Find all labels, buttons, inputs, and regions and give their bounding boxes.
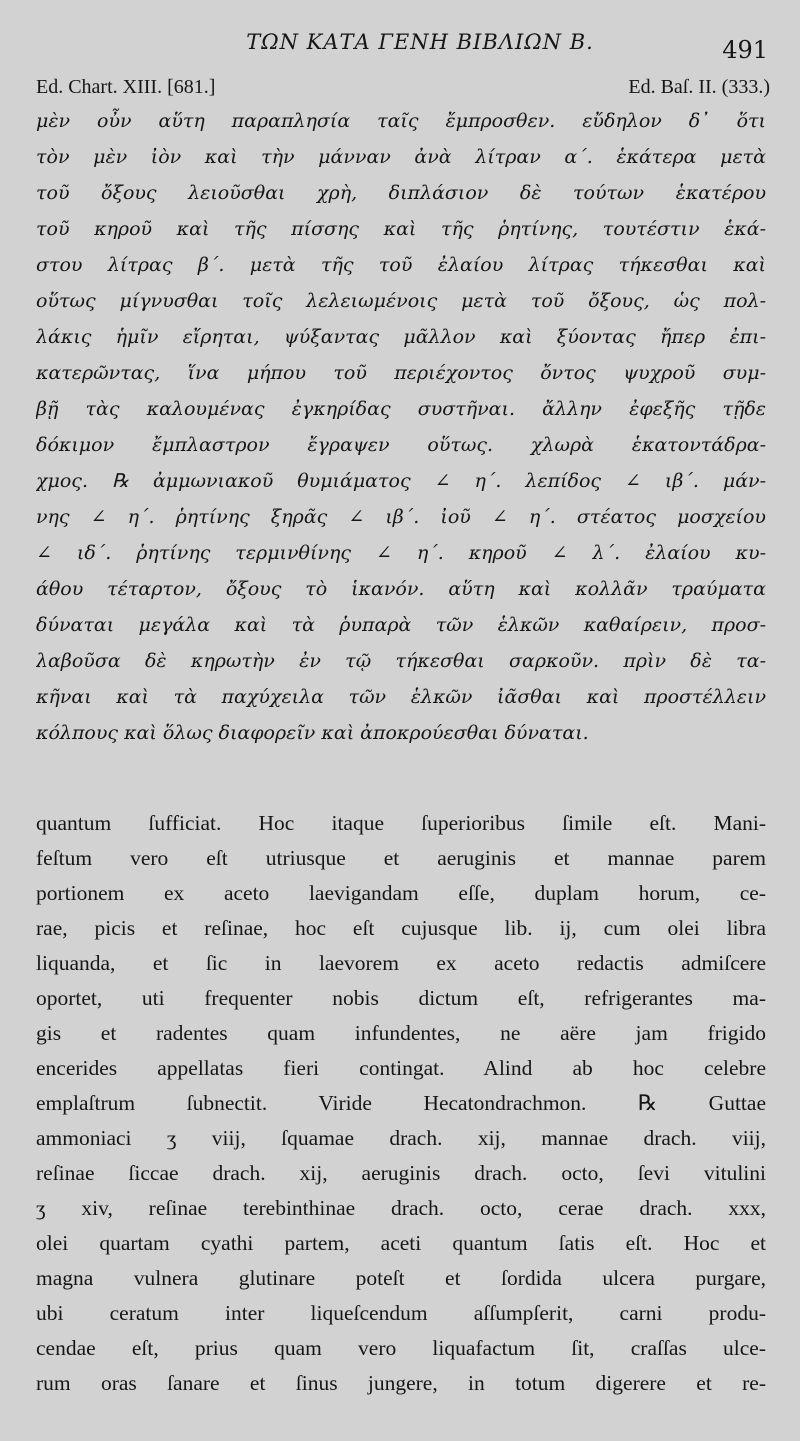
greek-line: δύναται μεγάλα καὶ τὰ ῥυπαρὰ τῶν ἑλκῶν καθαίρειν, προσ- <box>36 614 766 636</box>
greek-line: ∠ ιδ΄. ῥητίνης τερμινθίνης ∠ η΄. κηροῦ ∠ λ΄. ἐλαίου κυ- <box>36 542 766 564</box>
greek-line: μὲν οὖν αὕτη παραπλησία ταῖς ἔμπροσθεν. εὔδηλον δ᾽ ὅτι <box>36 110 766 132</box>
greek-line: κόλπους καὶ ὅλως διαφορεῖν καὶ ἀποκρούεσθαι δύναται. <box>36 722 589 744</box>
greek-line: τοῦ κηροῦ καὶ τῆς πίσσης καὶ τῆς ῥητίνης, τουτέστιν ἑκά- <box>36 218 766 240</box>
greek-line: χμος. ℞ ἀμμωνιακοῦ θυμιάματος ∠ η΄. λεπίδος ∠ ιβ΄. μάν- <box>36 470 766 492</box>
greek-line: βῇ τὰς καλουμένας ἐγκηρίδας συστῆναι. ἄλλην ἐφεξῆς τῇδε <box>36 398 766 420</box>
greek-line: τοῦ ὄξους λειοῦσθαι χρὴ, διπλάσιον δὲ τούτων ἑκατέρου <box>36 182 766 204</box>
latin-line: rum oras ſanare et ſinus jungere, in totum digerere et re- <box>36 1371 766 1395</box>
latin-line: quantum ſufficiat. Hoc itaque ſuperioribus ſimile eſt. Mani- <box>36 811 766 835</box>
latin-line: oportet, uti frequenter nobis dictum eſt, refrigerantes ma- <box>36 986 766 1010</box>
greek-line: νης ∠ η΄. ῥητίνης ξηρᾶς ∠ ιβ΄. ἰοῦ ∠ η΄. στέατος μοσχείου <box>36 506 766 528</box>
greek-line: λαβοῦσα δὲ κηρωτὴν ἐν τῷ τήκεσθαι σαρκοῦν. πρὶν δὲ τα- <box>36 650 766 672</box>
edition-reference-line <box>36 76 770 104</box>
latin-line: liquanda, et ſic in laevorem ex aceto redactis admiſcere <box>36 951 766 975</box>
edition-left-reference: Ed. Chart. XIII. [681.] <box>36 76 216 98</box>
greek-line: άθου τέταρτον, ὄξους τὸ ἱκανόν. αὕτη καὶ κολλᾶν τραύματα <box>36 578 766 600</box>
greek-line: κῆναι καὶ τὰ παχύχειλα τῶν ἑλκῶν ἰᾶσθαι καὶ προστέλλειν <box>36 686 766 708</box>
edition-right-reference: Ed. Baſ. II. (333.) <box>628 76 770 98</box>
latin-line: portionem ex aceto laevigandam eſſe, duplam horum, ce- <box>36 881 766 905</box>
latin-line: reſinae ſiccae drach. xij, aeruginis drach. octo, ſevi vitulini <box>36 1161 766 1185</box>
latin-line: emplaſtrum ſubnectit. Viride Hecatondrachmon. ℞ Guttae <box>36 1091 766 1115</box>
page-number: 491 <box>722 36 768 64</box>
latin-text-block <box>36 806 766 1401</box>
greek-text-block <box>36 103 766 751</box>
latin-line: ʒ xiv, reſinae terebinthinae drach. octo, cerae drach. xxx, <box>36 1196 766 1220</box>
running-head-title: ΤΩΝ ΚΑΤΑ ΓΕΝΗ ΒΙΒΛΙΩΝ Β. <box>246 30 594 54</box>
latin-line: cendae eſt, prius quam vero liquafactum ſit, craſſas ulce- <box>36 1336 766 1360</box>
greek-line: στου λίτρας β΄. μετὰ τῆς τοῦ ἐλαίου λίτρας τήκεσθαι καὶ <box>36 254 766 276</box>
greek-line: λάκις ἡμῖν εἴρηται, ψύξαντας μᾶλλον καὶ ξύοντας ἤπερ ἐπι- <box>36 326 766 348</box>
latin-line: olei quartam cyathi partem, aceti quantum ſatis eſt. Hoc et <box>36 1231 766 1255</box>
latin-line: feſtum vero eſt utriusque et aeruginis et mannae parem <box>36 846 766 870</box>
latin-line: encerides appellatas fieri contingat. Alind ab hoc celebre <box>36 1056 766 1080</box>
greek-line: κατερῶντας, ἵνα μήπου τοῦ περιέχοντος ὄντος ψυχροῦ συμ- <box>36 362 766 384</box>
latin-line: ubi ceratum inter liqueſcendum aſſumpſerit, carni produ- <box>36 1301 766 1325</box>
latin-line: ammoniaci ʒ viij, ſquamae drach. xij, mannae drach. viij, <box>36 1126 766 1150</box>
greek-line: δόκιμον ἔμπλαστρον ἔγραψεν οὕτως. χλωρὰ ἑκατοντάδρα- <box>36 434 766 456</box>
latin-line: gis et radentes quam infundentes, ne aëre jam frigido <box>36 1021 766 1045</box>
greek-line: οὕτως μίγνυσθαι τοῖς λελειωμένοις μετὰ τοῦ ὄξους, ὡς πολ- <box>36 290 766 312</box>
greek-line: τὸν μὲν ἰὸν καὶ τὴν μάνναν ἀνὰ λίτραν α΄. ἑκάτερα μετὰ <box>36 146 766 168</box>
latin-line: rae, picis et reſinae, hoc eſt cujusque lib. ij, cum olei libra <box>36 916 766 940</box>
latin-line: magna vulnera glutinare poteſt et ſordida ulcera purgare, <box>36 1266 766 1290</box>
running-head <box>0 30 800 72</box>
